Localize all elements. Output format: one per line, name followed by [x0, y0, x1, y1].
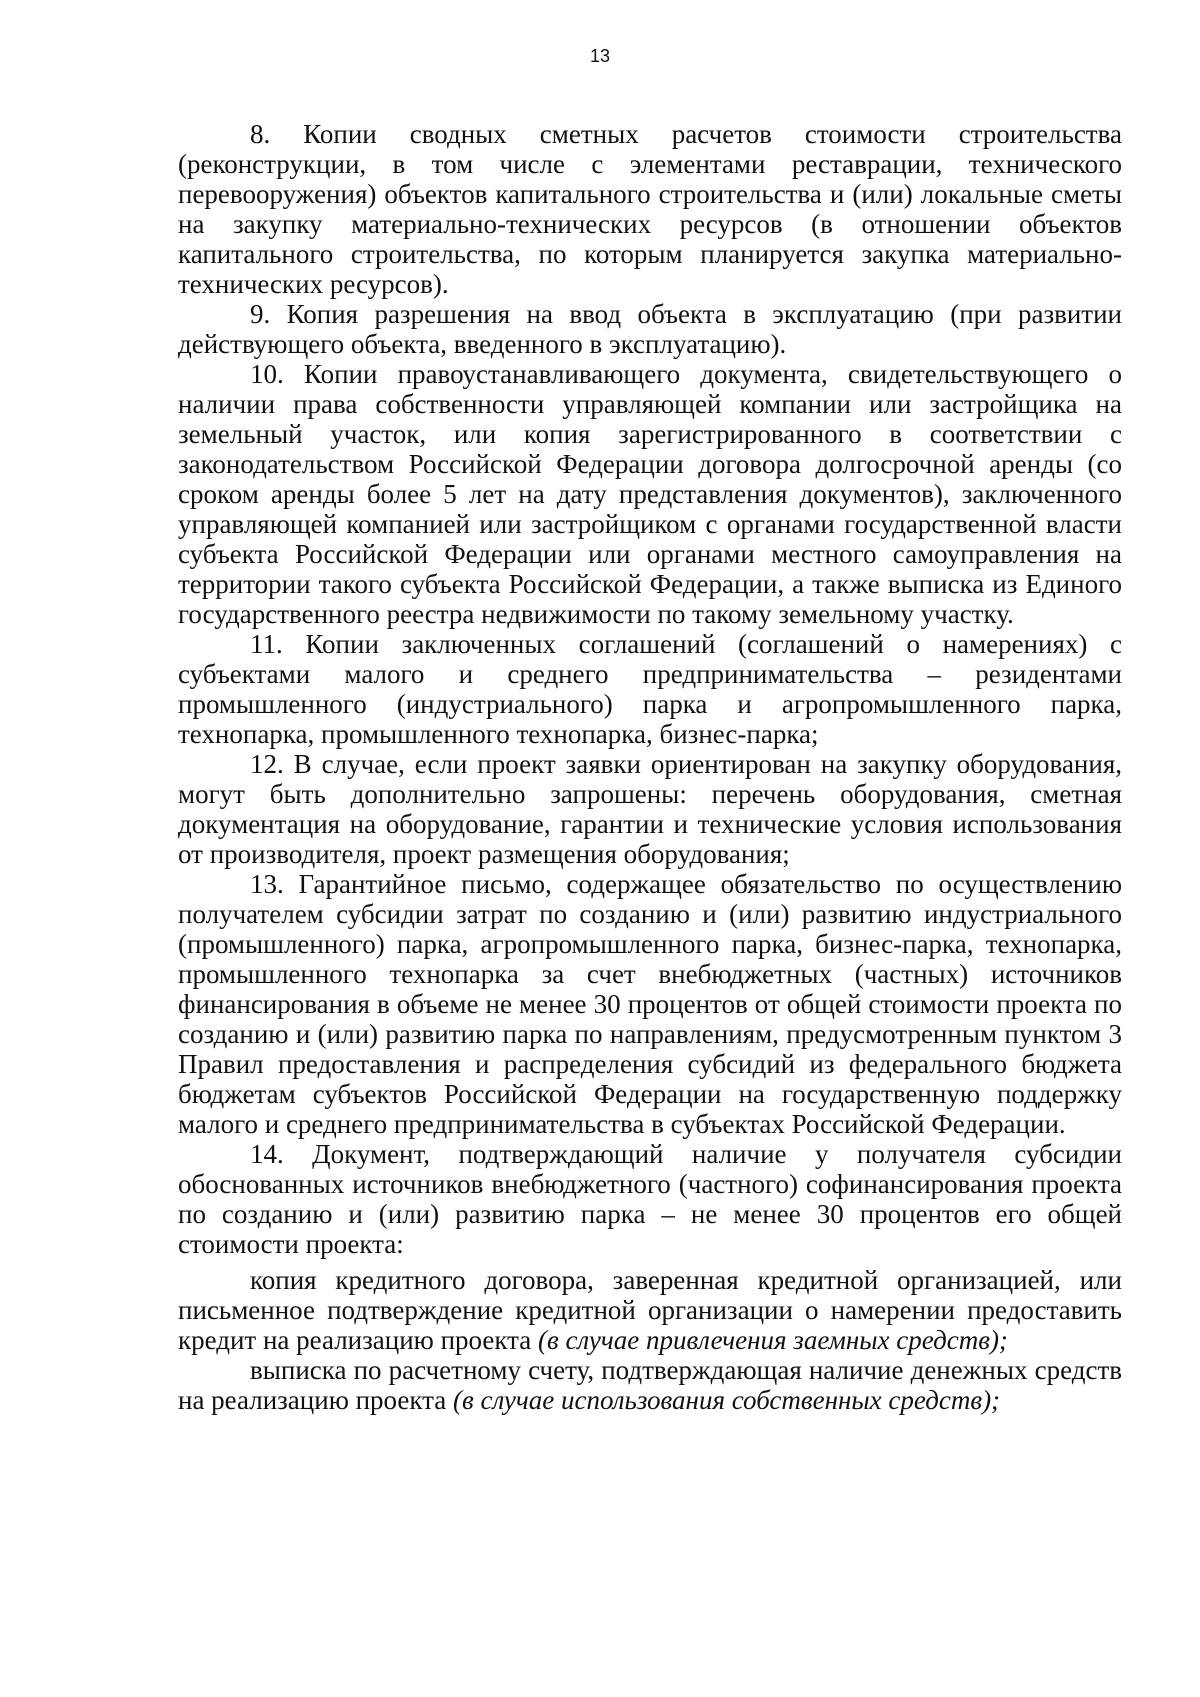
statement-item-note: (в случае использования собственных средств); [453, 1385, 1001, 1415]
credit-item-note: (в случае привлечения заемных средств); [537, 1325, 1008, 1355]
credit-item-text: копия кредитного договора, заверенная кредитной организацией, или письменное подтверждение кредитной организации о намерении предоставить кредит на реализацию проекта [178, 1265, 1122, 1355]
paragraph-8: 8. Копии сводных сметных расчетов стоимости строительства (реконструкции, в том числе с элементами реставрации, технического перевооружения) объектов капитального строительства и (или) локальные сметы на закупку материально-технических ресурсов (в отношении объектов капитального строительства, по которым планируется закупка материально-технических ресурсов). [178, 119, 1122, 299]
page-number: 13 [589, 46, 611, 66]
document-body [178, 119, 1122, 1415]
paragraph-9: 9. Копия разрешения на ввод объекта в эксплуатацию (при развитии действующего объекта, введенного в эксплуатацию). [178, 299, 1122, 359]
paragraph-14: 14. Документ, подтверждающий наличие у получателя субсидии обоснованных источников внебюджетного (частного) софинансирования проекта по созданию и (или) развитию парка – не менее 30 процентов его общей стоимости проекта: [178, 1139, 1122, 1259]
paragraph-11: 11. Копии заключенных соглашений (соглашений о намерениях) с субъектами малого и среднего предпринимательства – резидентами промышленного (индустриального) парка и агропромышленного парка, технопарка, промышленного технопарка, бизнес-парка; [178, 629, 1122, 749]
paragraph-13: 13. Гарантийное письмо, содержащее обязательство по осуществлению получателем субсидии затрат по созданию и (или) развитию индустриального (промышленного) парка, агропромышленного парка, бизнес-парка, технопарка, промышленного технопарка за счет внебюджетных (частных) источников финансирования в объеме не менее 30 процентов от общей стоимости проекта по созданию и (или) развитию парка по направлениям, предусмотренным пунктом 3 Правил предоставления и распределения субсидий из федерального бюджета бюджетам субъектов Российской Федерации на государственную поддержку малого и среднего предпринимательства в субъектах Российской Федерации. [178, 869, 1122, 1139]
paragraph-12: 12. В случае, если проект заявки ориентирован на закупку оборудования, могут быть дополнительно запрошены: перечень оборудования, сметная документация на оборудование, гарантии и технические условия использования от производителя, проект размещения оборудования; [178, 749, 1122, 869]
statement-item [178, 1355, 1122, 1415]
statement-item-text: выписка по расчетному счету, подтверждающая наличие денежных средств на реализацию проекта [178, 1355, 1122, 1415]
credit-item [178, 1265, 1122, 1355]
paragraph-10: 10. Копии правоустанавливающего документа, свидетельствующего о наличии права собственности управляющей компании или застройщика на земельный участок, или копия зарегистрированного в соответствии с законодательством Российской Федерации договора долгосрочной аренды (со сроком аренды более 5 лет на дату представления документов), заключенного управляющей компанией или застройщиком с органами государственной власти субъекта Российской Федерации или органами местного самоуправления на территории такого субъекта Российской Федерации, а также выписка из Единого государственного реестра недвижимости по такому земельному участку. [178, 359, 1122, 629]
